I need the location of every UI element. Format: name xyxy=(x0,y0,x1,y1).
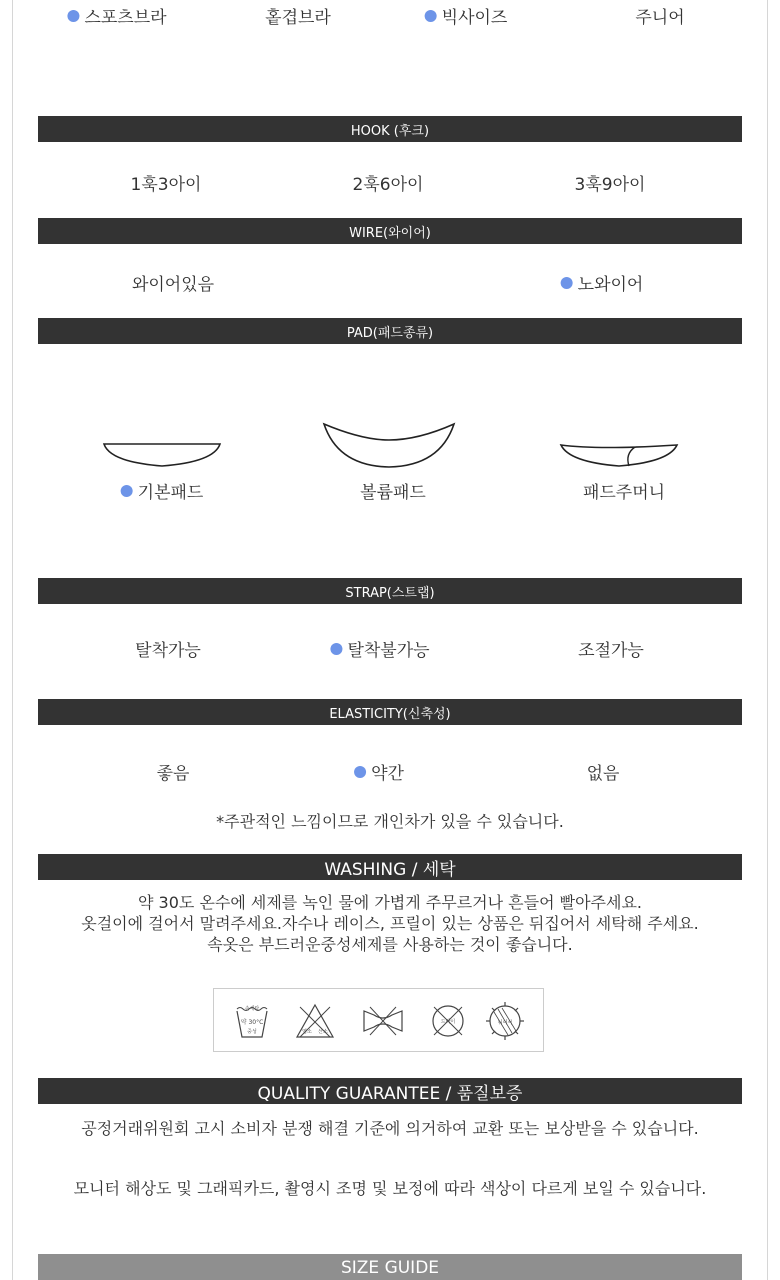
pad-header: PAD(패드종류) xyxy=(38,318,742,344)
type-option-single-layer: 홑겹브라 xyxy=(265,8,331,28)
elasticity-option-none: 없음 xyxy=(586,764,620,784)
type-option-junior: 주니어 xyxy=(635,8,685,28)
hand-wash-icon xyxy=(234,1001,270,1041)
type-option-bigsize: 빅사이즈 xyxy=(425,3,508,28)
hook-option-2: 2훅6아이 xyxy=(352,175,424,195)
washing-instructions xyxy=(38,892,742,955)
strap-option-non-detachable: 탈착불가능 xyxy=(330,636,429,661)
flat-dry-icon xyxy=(484,1001,526,1041)
volume-pad-icon xyxy=(322,422,456,470)
no-dry-clean-icon xyxy=(428,1001,468,1041)
wire-header: WIRE(와이어) xyxy=(38,218,742,244)
basic-pad-icon xyxy=(102,440,222,470)
svg-text:약 30°C: 약 30°C xyxy=(240,1019,264,1026)
svg-text:산소: 산소 xyxy=(318,1029,328,1035)
hook-option-3: 3훅9아이 xyxy=(574,175,646,195)
wire-option-with-wire: 와이어있음 xyxy=(131,275,215,295)
pad-option-pocket: 패드주머니 xyxy=(582,483,666,503)
svg-text:손세탁: 손세탁 xyxy=(244,1006,260,1012)
selected-dot-icon xyxy=(425,10,437,22)
washing-line: 속옷은 부드러운중성세제를 사용하는 것이 좋습니다. xyxy=(207,935,573,954)
care-symbols-box xyxy=(213,988,544,1052)
pad-option-basic: 기본패드 xyxy=(121,478,204,503)
selected-dot-icon xyxy=(67,10,79,22)
selected-dot-icon xyxy=(330,643,342,655)
elasticity-note: *주관적인 느낌이므로 개인차가 있을 수 있습니다. xyxy=(216,812,564,831)
strap-option-detachable: 탈착가능 xyxy=(135,641,201,661)
no-bleach-icon xyxy=(294,1001,336,1041)
quality-line-2: 모니터 해상도 및 그래픽카드, 촬영시 조명 및 보정에 따라 색상이 다르게 보일 수 있습니다. xyxy=(73,1179,707,1198)
hook-header: HOOK (후크) xyxy=(38,116,742,142)
pad-option-volume: 볼륨패드 xyxy=(360,483,426,503)
quality-line-1: 공정거래위원회 고시 소비자 분쟁 해결 기준에 의거하여 교환 또는 보상받을 수 있습니다. xyxy=(81,1119,699,1138)
selected-dot-icon xyxy=(121,485,133,497)
elasticity-option-good: 좋음 xyxy=(156,764,190,784)
svg-text:드라이: 드라이 xyxy=(440,1019,456,1025)
elasticity-header: ELASTICITY(신축성) xyxy=(38,699,742,725)
quality-header: QUALITY GUARANTEE / 품질보증 xyxy=(38,1078,742,1104)
selected-dot-icon xyxy=(561,277,573,289)
washing-line: 옷걸이에 걸어서 말려주세요.자수나 레이스, 프릴이 있는 상품은 뒤집어서 세탁해 주세요. xyxy=(81,914,699,933)
size-guide-header: SIZE GUIDE xyxy=(38,1254,742,1280)
svg-text:염소: 염소 xyxy=(302,1029,312,1035)
washing-header: WASHING / 세탁 xyxy=(38,854,742,880)
wire-option-no-wire: 노와이어 xyxy=(561,270,644,295)
hook-option-1: 1훅3아이 xyxy=(130,175,202,195)
elasticity-option-slight: 약간 xyxy=(354,759,404,784)
svg-text:중성: 중성 xyxy=(247,1029,257,1035)
selected-dot-icon xyxy=(354,766,366,778)
type-option-sportsbra: 스포츠브라 xyxy=(67,3,166,28)
svg-text:뉘어서: 뉘어서 xyxy=(497,1020,513,1026)
strap-option-adjustable: 조절가능 xyxy=(578,641,644,661)
washing-line: 약 30도 온수에 세제를 녹인 물에 가볍게 주무르거나 흔들어 빨아주세요. xyxy=(138,893,642,912)
no-wring-icon xyxy=(360,1001,406,1041)
pad-pocket-icon xyxy=(559,442,679,470)
strap-header: STRAP(스트랩) xyxy=(38,578,742,604)
